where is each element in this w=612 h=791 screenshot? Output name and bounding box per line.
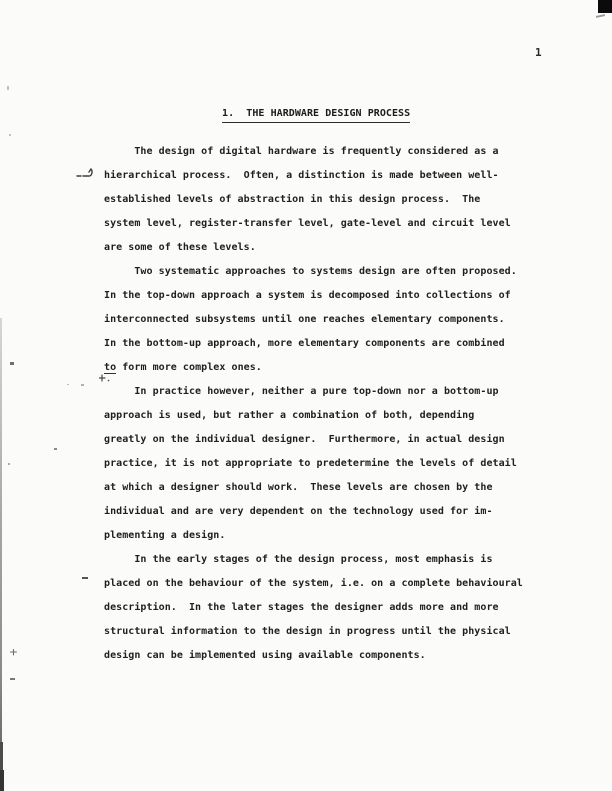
text-line	[104, 356, 544, 380]
text-line: The design of digital hardware is frequently considered as a	[104, 146, 499, 157]
pencil-arrow-icon	[76, 165, 96, 184]
pencil-dash-icon	[82, 577, 88, 579]
text-line: In the early stages of the design process, most emphasis is	[104, 554, 493, 565]
page-number: 1	[535, 46, 542, 59]
text-line: interconnected subsystems until one reaches elementary components.	[104, 314, 505, 325]
text-line: greatly on the individual designer. Furthermore, in actual design	[104, 434, 505, 445]
scan-corner-artifact	[598, 0, 612, 13]
paper-speck	[81, 384, 84, 386]
paper-speck	[7, 86, 9, 90]
text-line: practice, it is not appropriate to predetermine the levels of detail	[104, 458, 517, 469]
text-line: placed on the behaviour of the system, i.e. on a complete behavioural	[104, 578, 523, 589]
underlined-word: to	[104, 362, 117, 373]
text-line: approach is used, but rather a combination of both, depending	[104, 410, 475, 421]
text-line: system level, register-transfer level, gate-level and circuit level	[104, 218, 511, 229]
text-line: In practice however, neither a pure top-down nor a bottom-up	[104, 386, 499, 397]
text-line: design can be implemented using available components.	[104, 650, 426, 661]
text-line: Two systematic approaches to systems design are often proposed.	[104, 266, 517, 277]
text-line: individual and are very dependent on the technology used for im-	[104, 506, 493, 517]
document-body	[104, 140, 544, 668]
scan-corner-smudge	[0, 770, 4, 791]
paper-speck	[67, 384, 69, 385]
pencil-dash-icon	[10, 678, 15, 680]
text-line: established levels of abstraction in this design process. The	[104, 194, 481, 205]
text-line-rest: form more complex ones.	[116, 362, 262, 373]
pencil-plus-icon	[10, 642, 18, 661]
text-line: In the bottom-up approach, more elementary components are combined	[104, 338, 505, 349]
text-line: hierarchical process. Often, a distinction is made between well-	[104, 170, 499, 181]
paper-speck	[54, 448, 57, 450]
paper-speck	[10, 362, 14, 365]
text-line: are some of these levels.	[104, 242, 256, 253]
scan-corner-scratch	[596, 14, 605, 18]
text-line: plementing a design.	[104, 530, 226, 541]
paper-speck	[8, 463, 10, 465]
text-line: structural information to the design in progress until the physical	[104, 626, 511, 637]
page-title: 1. THE HARDWARE DESIGN PROCESS	[222, 108, 410, 123]
text-line: description. In the later stages the designer adds more and more	[104, 602, 499, 613]
paper-speck	[9, 134, 11, 136]
text-line: at which a designer should work. These levels are chosen by the	[104, 482, 493, 493]
text-line: In the top-down approach a system is decomposed into collections of	[104, 290, 511, 301]
scan-edge-line	[0, 318, 2, 791]
